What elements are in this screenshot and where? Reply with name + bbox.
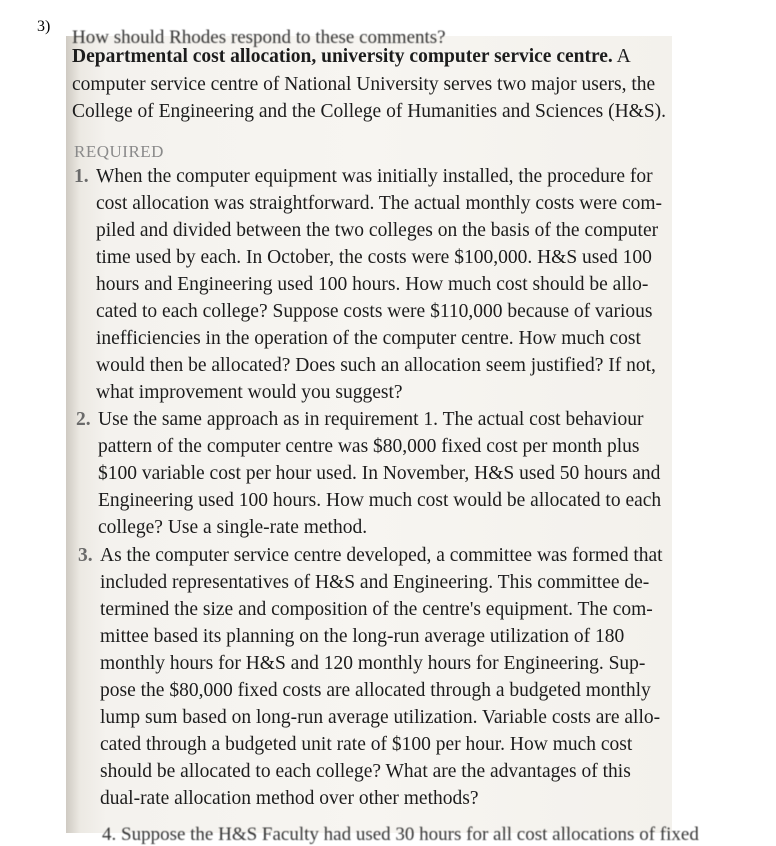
requirement-3-line: should be allocated to each college? What are the advantages of this: [100, 761, 631, 782]
requirement-1-line: would then be allocated? Does such an allocation seem justified? If not,: [96, 355, 656, 376]
requirement-3-line: monthly hours for H&S and 120 monthly hours for Engineering. Sup-: [100, 653, 646, 674]
requirement-3-line: mittee based its planning on the long-run average utilization of 180: [100, 626, 625, 647]
requirement-number: 3.: [78, 545, 93, 566]
requirement-3-line: lump sum based on long-run average utilization. Variable costs are allo-: [100, 707, 661, 728]
problem-intro-start: A: [612, 46, 631, 67]
requirement-3-line: As the computer service centre developed, a committee was formed that: [100, 545, 663, 566]
question-number: 3): [37, 18, 51, 35]
textbook-page-photo: [66, 27, 699, 845]
cut-off-previous-line: How should Rhodes respond to these comments?: [72, 27, 446, 48]
requirement-1-line: piled and divided between the two colleges on the basis of the computer: [96, 220, 659, 241]
requirement-2-line: college? Use a single-rate method.: [98, 517, 368, 538]
requirement-number: 2.: [76, 409, 91, 430]
requirement-2-line: Engineering used 100 hours. How much cost would be allocated to each: [98, 490, 662, 511]
cut-off-next-line: 4. Suppose the H&S Faculty had used 30 hours for all cost allocations of fixed: [102, 824, 699, 845]
requirement-3-line: included representatives of H&S and Engineering. This committee de-: [100, 572, 650, 593]
requirement-2-line: Use the same approach as in requirement 1. The actual cost behaviour: [98, 409, 644, 430]
problem-intro-line: computer service centre of National University serves two major users, the: [72, 74, 656, 95]
requirement-1-line: When the computer equipment was initially installed, the procedure for: [96, 166, 653, 187]
problem-heading-line: [72, 44, 631, 70]
requirement-1-line: cated to each college? Suppose costs were $110,000 because of various: [96, 301, 653, 322]
requirement-1-line: cost allocation was straightforward. The actual monthly costs were com-: [96, 193, 663, 214]
requirement-number: 1.: [74, 166, 89, 187]
requirement-2-line: pattern of the computer centre was $80,000 fixed cost per month plus: [98, 436, 640, 457]
requirement-1-line: time used by each. In October, the costs were $100,000. H&S used 100: [96, 247, 652, 268]
requirement-3-line: dual-rate allocation method over other methods?: [100, 788, 479, 809]
requirement-1-line: hours and Engineering used 100 hours. How much cost should be allo-: [96, 274, 649, 295]
requirement-3-line: cated through a budgeted unit rate of $100 per hour. How much cost: [100, 734, 633, 755]
problem-intro-line: College of Engineering and the College of Humanities and Sciences (H&S).: [72, 101, 667, 122]
required-label: REQUIRED: [74, 142, 164, 161]
requirement-1-line: what improvement would you suggest?: [96, 382, 403, 403]
problem-title: Departmental cost allocation, university computer service centre.: [72, 46, 613, 67]
requirement-3-line: termined the size and composition of the centre's equipment. The com-: [100, 599, 653, 620]
requirement-2-line: $100 variable cost per hour used. In November, H&S used 50 hours and: [98, 463, 661, 484]
requirement-3-line: pose the $80,000 fixed costs are allocated through a budgeted monthly: [100, 680, 651, 701]
requirement-1-line: inefficiencies in the operation of the computer centre. How much cost: [96, 328, 641, 349]
